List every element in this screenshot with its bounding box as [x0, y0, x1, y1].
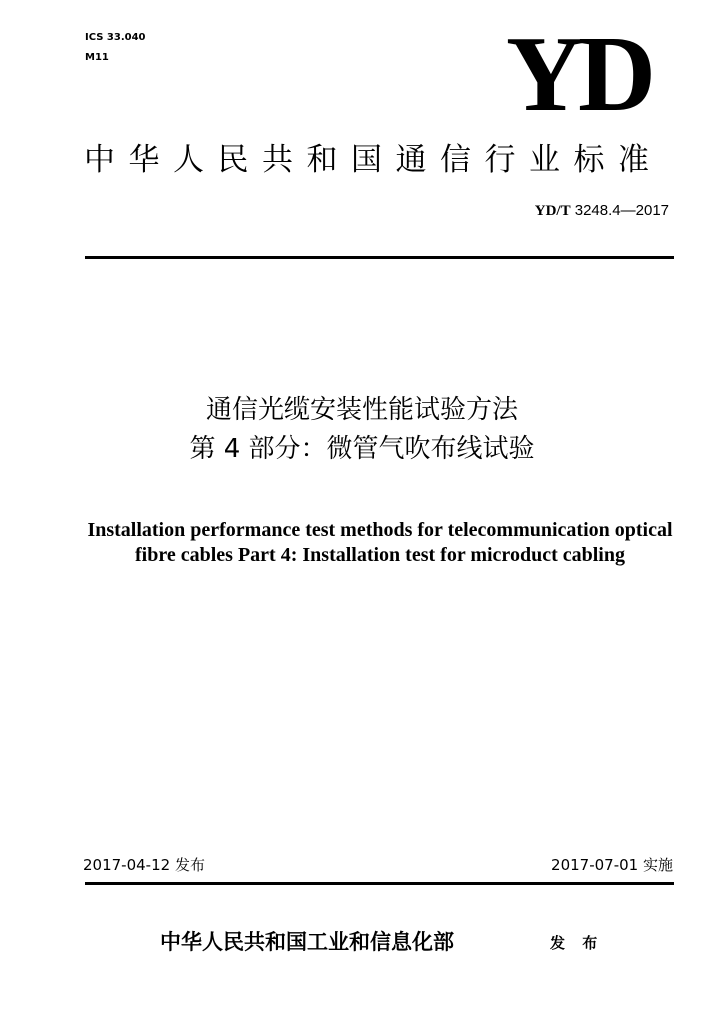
header-divider	[85, 256, 674, 259]
standard-number	[420, 201, 669, 221]
standard-type-heading: 中华人民共和国通信行业标准	[84, 142, 663, 178]
publisher-name: 中华人民共和国工业和信息化部	[160, 929, 454, 954]
standard-number-value: 3248.4—2017	[574, 202, 669, 219]
ccs-code: M11	[85, 52, 109, 63]
ics-code: ICS 33.040	[85, 32, 146, 43]
title-english-line-2: fibre cables Part 4: Installation test for microduct cabling	[135, 544, 625, 566]
yd-logo: YD	[506, 15, 650, 134]
implementation-date: 2017-07-01 实施	[551, 856, 673, 874]
footer-divider	[85, 882, 674, 885]
publish-label: 发 布	[550, 934, 604, 952]
title-chinese-line-1: 通信光缆安装性能试验方法	[205, 395, 518, 425]
title-english-line-1: Installation performance test methods for telecommunication optical	[87, 519, 673, 541]
title-chinese-line-2: 第 4 部分：微管气吹布线试验	[189, 434, 535, 464]
issue-date: 2017-04-12 发布	[83, 856, 205, 874]
standard-code: YD/T	[534, 203, 571, 219]
